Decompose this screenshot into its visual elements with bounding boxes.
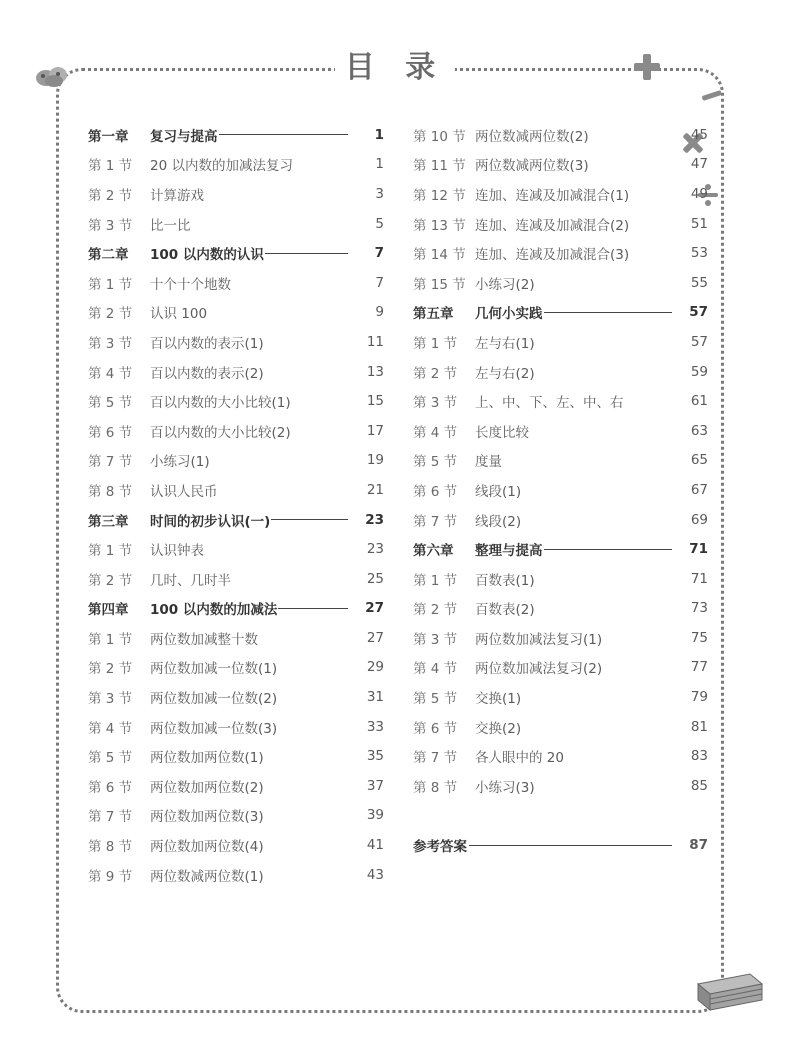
page-number: 25 [366, 570, 384, 587]
section-number: 第 2 节 [88, 661, 133, 678]
leader-line [265, 253, 348, 254]
chapter-number: 第一章 [88, 128, 129, 145]
toc-section-row [413, 741, 708, 771]
toc-section-row [88, 830, 384, 860]
toc-section-row [413, 505, 708, 535]
section-title: 线段(2) [475, 513, 522, 530]
chapter-number: 第五章 [413, 306, 454, 323]
page-number: 9 [375, 304, 384, 321]
page-number: 67 [690, 481, 708, 498]
section-title: 长度比较 [475, 424, 529, 441]
section-number: 第 3 节 [88, 335, 133, 352]
section-number: 第 6 节 [413, 483, 458, 500]
section-number: 第 7 节 [413, 750, 458, 767]
toc-section-row [413, 446, 708, 476]
page-number: 17 [366, 422, 384, 439]
chapter-title: 整理与提高 [475, 543, 543, 560]
leader-line [278, 608, 348, 609]
toc-section-row [413, 179, 708, 209]
section-title: 上、中、下、左、中、右 [475, 395, 624, 412]
toc-spacer [413, 801, 708, 831]
toc-section-row [413, 564, 708, 594]
toc-section-row [88, 623, 384, 653]
page-number: 83 [690, 748, 708, 765]
section-title: 连加、连减及加减混合(1) [475, 187, 630, 204]
section-number: 第 8 节 [413, 779, 458, 796]
page-number: 5 [375, 215, 384, 232]
section-title: 认识 100 [150, 306, 208, 323]
page-number: 81 [690, 718, 708, 735]
page-number: 79 [690, 689, 708, 706]
section-number: 第 7 节 [88, 809, 133, 826]
leader-line [219, 134, 349, 135]
section-number: 第 1 节 [88, 276, 133, 293]
page-number: 41 [366, 837, 384, 854]
section-title: 两位数减两位数(2) [475, 128, 589, 145]
page-number: 65 [690, 452, 708, 469]
chapter-title-wrap [150, 243, 350, 263]
section-title: 左与右(1) [475, 335, 535, 352]
section-number: 第 6 节 [88, 424, 133, 441]
section-number: 第 6 节 [413, 720, 458, 737]
section-number: 第 3 节 [88, 217, 133, 234]
page-number: 11 [366, 333, 384, 350]
toc-right-column [413, 120, 708, 860]
section-title: 交换(2) [475, 720, 522, 737]
section-number: 第 2 节 [413, 365, 458, 382]
toc-section-row [88, 653, 384, 683]
section-title: 百以内数的大小比较(1) [150, 395, 291, 412]
section-number: 第 2 节 [88, 572, 133, 589]
toc-section-row [88, 327, 384, 357]
page-number: 57 [690, 333, 708, 350]
section-title: 两位数减两位数(1) [150, 868, 264, 885]
section-title: 十个十个地数 [150, 276, 231, 293]
toc-chapter-row [413, 298, 708, 328]
section-number: 第 4 节 [413, 424, 458, 441]
toc-section-row [413, 150, 708, 180]
chapter-title: 复习与提高 [150, 128, 218, 145]
section-number: 第 4 节 [88, 720, 133, 737]
book-stack-icon [694, 970, 764, 1014]
section-title: 百以内数的表示(2) [150, 365, 264, 382]
section-number: 第 11 节 [413, 158, 466, 175]
section-number: 第 15 节 [413, 276, 466, 293]
toc-section-row [413, 594, 708, 624]
toc-section-row [88, 209, 384, 239]
page-number: 21 [366, 481, 384, 498]
toc-chapter-row [88, 505, 384, 535]
page-number: 1 [374, 126, 384, 143]
toc-section-row [413, 682, 708, 712]
page-number: 53 [690, 245, 708, 262]
page-number: 51 [690, 215, 708, 232]
page-number: 63 [690, 422, 708, 439]
section-title: 认识钟表 [150, 543, 204, 560]
section-title: 比一比 [150, 217, 191, 234]
section-title: 两位数加减一位数(1) [150, 661, 278, 678]
page-number: 7 [374, 245, 384, 262]
page-number: 33 [366, 718, 384, 735]
minus-sign-icon [700, 88, 724, 104]
section-number: 第 12 节 [413, 187, 466, 204]
toc-chapter-row [88, 120, 384, 150]
section-number: 第 6 节 [88, 779, 133, 796]
section-title: 两位数加两位数(4) [150, 839, 264, 856]
section-number: 第 4 节 [413, 661, 458, 678]
toc-section-row [88, 268, 384, 298]
toc-section-row [413, 416, 708, 446]
chapter-title: 100 以内数的认识 [150, 247, 264, 264]
section-title: 两位数加减一位数(3) [150, 720, 278, 737]
toc-section-row [88, 179, 384, 209]
page-number: 37 [366, 777, 384, 794]
leader-line [469, 845, 672, 846]
chapter-number: 第四章 [88, 602, 129, 619]
section-title: 连加、连减及加减混合(2) [475, 217, 630, 234]
section-number: 第 13 节 [413, 217, 466, 234]
toc-section-row [88, 357, 384, 387]
section-title: 计算游戏 [150, 187, 204, 204]
toc-section-row [88, 801, 384, 831]
leader-line [544, 312, 673, 313]
toc-section-row [88, 386, 384, 416]
toc-section-row [413, 712, 708, 742]
section-number: 第 5 节 [88, 395, 133, 412]
section-number: 第 14 节 [413, 247, 466, 264]
page-number: 77 [690, 659, 708, 676]
flower-cloud-icon [34, 64, 74, 90]
page-number: 85 [690, 777, 708, 794]
page-number: 19 [366, 452, 384, 469]
page-number: 61 [690, 393, 708, 410]
section-title: 两位数加减一位数(2) [150, 691, 278, 708]
section-number: 第 10 节 [413, 128, 466, 145]
page-number: 27 [366, 629, 384, 646]
toc-section-row [413, 209, 708, 239]
page-number: 55 [690, 274, 708, 291]
section-number: 第 8 节 [88, 839, 133, 856]
toc-chapter-row [413, 534, 708, 564]
section-title: 两位数加减法复习(2) [475, 661, 603, 678]
toc-section-row [88, 564, 384, 594]
answer-title: 参考答案 [413, 839, 467, 856]
chapter-title: 100 以内数的加减法 [150, 602, 278, 619]
page-number: 13 [366, 363, 384, 380]
section-title: 小练习(1) [150, 454, 210, 471]
section-title: 两位数加减法复习(1) [475, 631, 603, 648]
section-title: 小练习(2) [475, 276, 535, 293]
section-title: 两位数加两位数(3) [150, 809, 264, 826]
page-number: 3 [375, 185, 384, 202]
chapter-number: 第六章 [413, 543, 454, 560]
chapter-title-wrap [150, 125, 350, 145]
plus-sign-icon [632, 52, 662, 82]
toc-section-row [88, 860, 384, 890]
section-title: 百以内数的大小比较(2) [150, 424, 291, 441]
toc-section-row [88, 771, 384, 801]
toc-section-row [413, 475, 708, 505]
page-number: 23 [366, 541, 384, 558]
toc-chapter-row [88, 238, 384, 268]
section-title: 百数表(1) [475, 572, 535, 589]
chapter-title-wrap [150, 510, 350, 530]
page-number: 73 [690, 600, 708, 617]
section-title: 交换(1) [475, 691, 522, 708]
toc-section-row [88, 712, 384, 742]
page-number: 31 [366, 689, 384, 706]
section-number: 第 3 节 [88, 691, 133, 708]
section-title: 度量 [475, 454, 502, 471]
chapter-title-wrap [475, 302, 674, 322]
section-title: 两位数减两位数(3) [475, 158, 589, 175]
page-number: 75 [690, 629, 708, 646]
section-title: 左与右(2) [475, 365, 535, 382]
chapter-title: 几何小实践 [475, 306, 543, 323]
toc-section-row [88, 475, 384, 505]
section-number: 第 7 节 [88, 454, 133, 471]
section-number: 第 4 节 [88, 365, 133, 382]
toc-section-row [413, 386, 708, 416]
section-title: 两位数加两位数(1) [150, 750, 264, 767]
section-number: 第 1 节 [88, 631, 133, 648]
toc-section-row [413, 238, 708, 268]
section-title: 20 以内数的加减法复习 [150, 158, 293, 175]
toc-chapter-row [88, 594, 384, 624]
section-number: 第 2 节 [88, 187, 133, 204]
toc-section-row [88, 534, 384, 564]
toc-section-row [88, 150, 384, 180]
chapter-title-wrap [475, 539, 674, 559]
toc-answer-row [413, 830, 708, 860]
toc-left-column [88, 120, 384, 889]
section-title: 两位数加两位数(2) [150, 779, 264, 796]
section-number: 第 1 节 [88, 158, 133, 175]
section-number: 第 5 节 [88, 750, 133, 767]
page-number: 71 [689, 541, 708, 558]
section-number: 第 9 节 [88, 868, 133, 885]
chapter-number: 第二章 [88, 247, 129, 264]
section-number: 第 5 节 [413, 454, 458, 471]
page-number: 71 [690, 570, 708, 587]
section-title: 两位数加减整十数 [150, 631, 258, 648]
page-number: 47 [690, 156, 708, 173]
page-number: 29 [366, 659, 384, 676]
section-number: 第 1 节 [413, 572, 458, 589]
section-number: 第 2 节 [413, 602, 458, 619]
toc-section-row [413, 653, 708, 683]
section-title: 线段(1) [475, 483, 522, 500]
page-number: 1 [375, 156, 384, 173]
page-number: 15 [366, 393, 384, 410]
page-number: 35 [366, 748, 384, 765]
page-number: 69 [690, 511, 708, 528]
toc-section-row [413, 327, 708, 357]
section-number: 第 8 节 [88, 483, 133, 500]
leader-line [544, 549, 673, 550]
section-title: 认识人民币 [150, 483, 218, 500]
section-title: 百数表(2) [475, 602, 535, 619]
toc-section-row [88, 416, 384, 446]
chapter-title-wrap [150, 598, 350, 618]
page-number: 57 [689, 304, 708, 321]
page-title: 目 录 [344, 50, 446, 85]
chapter-number: 第三章 [88, 513, 129, 530]
section-title: 几时、几时半 [150, 572, 231, 589]
toc-section-row [88, 682, 384, 712]
chapter-title: 时间的初步认识(一) [150, 513, 271, 530]
page-number: 43 [366, 866, 384, 883]
page-number: 59 [690, 363, 708, 380]
section-number: 第 5 节 [413, 691, 458, 708]
section-title: 小练习(3) [475, 779, 535, 796]
page-number: 39 [366, 807, 384, 824]
section-number: 第 3 节 [413, 395, 458, 412]
section-number: 第 2 节 [88, 306, 133, 323]
section-number: 第 7 节 [413, 513, 458, 530]
section-number: 第 1 节 [413, 335, 458, 352]
toc-section-row [413, 357, 708, 387]
toc-section-row [413, 623, 708, 653]
leader-line [271, 519, 348, 520]
section-title: 各人眼中的 20 [475, 750, 564, 767]
section-title: 连加、连减及加减混合(3) [475, 247, 630, 264]
toc-section-row [413, 771, 708, 801]
toc-section-row [88, 741, 384, 771]
page-number: 45 [690, 126, 708, 143]
section-number: 第 3 节 [413, 631, 458, 648]
page-number: 23 [365, 511, 384, 528]
section-title: 百以内数的表示(1) [150, 335, 264, 352]
page-number: 87 [689, 837, 708, 854]
toc-section-row [413, 120, 708, 150]
page-number: 27 [365, 600, 384, 617]
toc-section-row [88, 298, 384, 328]
page-number: 49 [690, 185, 708, 202]
toc-section-row [88, 446, 384, 476]
page-number: 7 [375, 274, 384, 291]
answer-title-wrap [413, 835, 674, 855]
toc-section-row [413, 268, 708, 298]
section-number: 第 1 节 [88, 543, 133, 560]
